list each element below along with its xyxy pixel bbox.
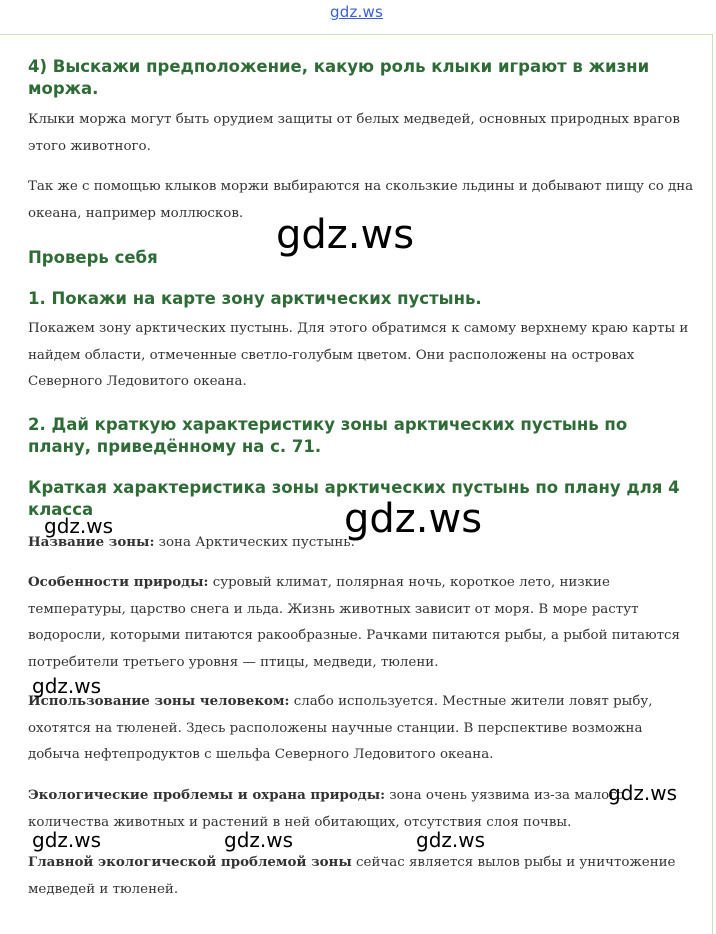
eco-problems-label: Экологические проблемы и охрана природы: xyxy=(28,787,386,803)
question-4-answer-2: Так же с помощью клыков моржи выбираются на скользкие льдины и добывают пищу со дна океана, например моллюсков. xyxy=(28,179,694,221)
top-bar xyxy=(0,0,716,30)
main-eco-problem-label: Главной экологической проблемой зоны xyxy=(28,854,352,870)
main-eco-problem-text: сейчас является вылов рыбы и уничтожение медведей и тюленей. xyxy=(28,855,676,897)
eco-problems-paragraph xyxy=(28,782,698,836)
task-2-heading: 2. Дай краткую характеристику зоны арктических пустынь по плану, приведённому на с. 71. xyxy=(28,415,628,456)
watermark: gdz.ws xyxy=(224,828,294,852)
question-4-heading: 4) Выскажи предположение, какую роль клыки играют в жизни моржа. xyxy=(28,57,650,98)
site-logo-link[interactable]: gdz.ws xyxy=(330,3,383,21)
watermark: gdz.ws xyxy=(344,496,483,542)
watermark: gdz.ws xyxy=(32,828,102,852)
main-eco-problem-paragraph xyxy=(28,849,698,903)
nature-features-label: Особенности природы: xyxy=(28,574,209,590)
task-1-heading: 1. Покажи на карте зону арктических пустынь. xyxy=(28,289,482,308)
human-usage-paragraph xyxy=(28,688,698,769)
watermark: gdz.ws xyxy=(32,674,102,698)
watermark: gdz.ws xyxy=(608,781,678,805)
watermark: gdz.ws xyxy=(44,514,114,538)
nature-features-paragraph xyxy=(28,569,698,676)
eco-problems-text: зона очень уязвима из-за малого количества животных и растений в ней обитающих, отсутствия слоя почвы. xyxy=(28,788,625,830)
summary-heading: Краткая характеристика зоны арктических пустынь по плану для 4 класса xyxy=(28,478,680,519)
zone-name-label: Название зоны: xyxy=(28,534,155,550)
zone-name-text: зона Арктических пустынь. xyxy=(154,535,355,550)
human-usage-label: Использование зоны человеком: xyxy=(28,693,290,709)
human-usage-text: слабо используется. Местные жители ловят рыбу, охотятся на тюленей. Здесь расположены научные станции. В перспективе возможна добыча нефтепродуктов с шельфа Северного Ледовитого океана. xyxy=(28,694,653,762)
check-yourself-heading: Проверь себя xyxy=(28,248,158,267)
watermark: gdz.ws xyxy=(416,828,486,852)
question-4-answer-1: Клыки моржа могут быть орудием защиты от белых медведей, основных природных врагов этого животного. xyxy=(28,112,680,154)
task-1-answer: Покажем зону арктических пустынь. Для этого обратимся к самому верхнему краю карты и найдем области, отмеченные светло-голубым цветом. Они расположены на островах Северного Ледовитого океана. xyxy=(28,321,689,389)
watermark: gdz.ws xyxy=(276,212,415,258)
nature-features-text: суровый климат, полярная ночь, короткое лето, низкие температуры, царство снега и льда. Жизнь животных зависит от моря. В море растут водоросли, которыми питаются ракообразные. Рачками питаются рыбы, а рыбой питаются потребители третьего уровня — птицы, медведи, тюлени. xyxy=(28,575,681,670)
